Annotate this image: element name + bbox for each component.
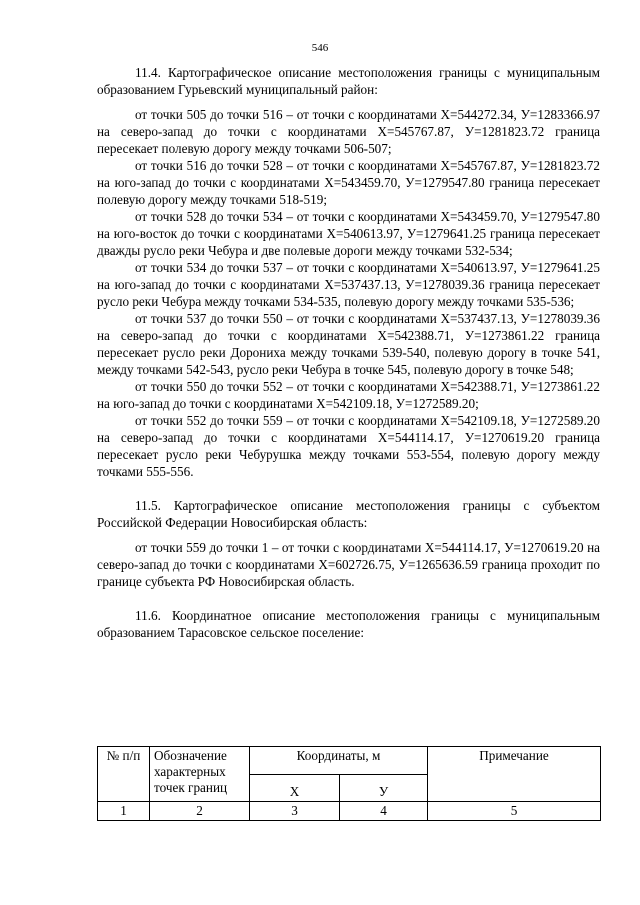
boundary-paragraph: от точки 516 до точки 528 – от точки с координатами Х=545767.87, У=1281823.72 на юго-запад до точки с координатами Х=543459.70, У=1279547.80 граница пересекает полевую дорогу между точками 518-519; (97, 158, 600, 207)
table-cell: 1 (98, 802, 150, 821)
table-row (98, 802, 601, 821)
boundary-paragraph: от точки 550 до точки 552 – от точки с координатами Х=542388.71, У=1273861.22 на юго-запад до точки с координатами Х=542109.18, У=1272589.20; (97, 379, 600, 411)
header-y: У (340, 774, 428, 802)
section-heading: 11.6. Координатное описание местоположения границы с муниципальным образованием Тарасовское сельское поселение: (97, 608, 600, 640)
section-heading: 11.4. Картографическое описание местоположения границы с муниципальным образованием Гурьевский муниципальный район: (97, 65, 600, 97)
boundary-paragraph: от точки 559 до точки 1 – от точки с координатами Х=544114.17, У=1270619.20 на северо-запад до точки с координатами Х=602726.75, У=1265636.59 граница проходит по границе субъекта РФ Новосибирская область. (97, 540, 600, 589)
coordinates-table (97, 746, 601, 821)
header-coordinates: Координаты, м (250, 747, 428, 775)
header-designation: Обозначение характерных точек границ (150, 747, 250, 802)
boundary-paragraph: от точки 537 до точки 550 – от точки с координатами Х=537437.13, У=1278039.36 на северо-запад до точки с координатами Х=542388.71, У=1273861.22 граница пересекает русло реки Дорониха между точками 539-540, полевую дорогу в точке 541, между точками 542-543, русло реки Чебура в точке 545, полевую дорогу в точке 548; (97, 311, 600, 377)
boundary-paragraph: от точки 505 до точки 516 – от точки с координатами Х=544272.34, У=1283366.97 на северо-запад до точки с координатами Х=545767.87, У=1281823.72 граница пересекает полевую дорогу между точками 506-507; (97, 107, 600, 156)
boundary-paragraph: от точки 552 до точки 559 – от точки с координатами Х=542109.18, У=1272589.20 на северо-запад до точки с координатами Х=544114.17, У=1270619.20 граница пересекает русло реки Чебурушка между точками 553-554, полевую дорогу между точками 555-556. (97, 413, 600, 479)
table-cell: 2 (150, 802, 250, 821)
section-heading: 11.5. Картографическое описание местоположения границы с субъектом Российской Федерации Новосибирская область: (97, 498, 600, 530)
table-header-row (98, 747, 601, 775)
table-cell: 5 (428, 802, 601, 821)
boundary-paragraph: от точки 534 до точки 537 – от точки с координатами Х=540613.97, У=1279641.25 на юго-запад до точки с координатами Х=537437.13, У=1278039.36 граница пересекает русло реки Чебура между точками 534-535, полевую дорогу между точками 535-536; (97, 260, 600, 309)
document-body (97, 64, 600, 641)
page-number: 546 (311, 42, 329, 54)
header-num: № п/п (98, 747, 150, 802)
header-note: Примечание (428, 747, 601, 802)
boundary-paragraph: от точки 528 до точки 534 – от точки с координатами Х=543459.70, У=1279547.80 на юго-восток до точки с координатами Х=540613.97, У=1279641.25 граница пересекает дважды русло реки Чебура и две полевые дороги между точками 532-534; (97, 209, 600, 258)
table-cell: 4 (340, 802, 428, 821)
table-cell: 3 (250, 802, 340, 821)
header-x: Х (250, 774, 340, 802)
